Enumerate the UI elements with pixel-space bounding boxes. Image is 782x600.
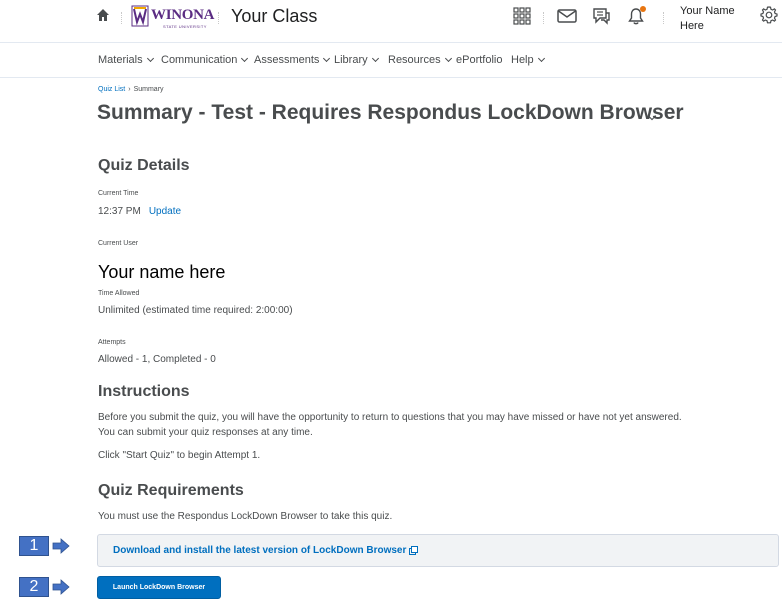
breadcrumb (98, 86, 164, 93)
discussion-icon[interactable] (592, 7, 611, 25)
nav-item-communication[interactable]: Communication (161, 54, 247, 66)
header-divider (218, 12, 219, 24)
time-allowed-value: Unlimited (estimated time required: 2:00:00) (98, 305, 293, 316)
mail-icon[interactable] (557, 9, 577, 23)
nav-item-assessments[interactable]: Assessments (254, 54, 329, 66)
callout-2-badge: 2 (19, 577, 49, 597)
breadcrumb-separator: › (128, 86, 131, 93)
home-icon[interactable] (96, 8, 110, 22)
download-lockdown-link[interactable]: Download and install the latest version of LockDown Browser (113, 545, 418, 556)
quiz-requirements-heading: Quiz Requirements (98, 482, 244, 499)
university-logo[interactable] (131, 5, 215, 29)
header-divider (121, 12, 122, 24)
logo-mark-icon (131, 5, 149, 27)
instructions-heading: Instructions (98, 383, 190, 400)
chevron-down-icon (147, 55, 154, 62)
gear-icon[interactable] (760, 6, 778, 24)
top-header (0, 0, 782, 42)
chevron-down-icon (372, 55, 379, 62)
current-user-value: Your name here (98, 262, 226, 282)
time-allowed-label: Time Allowed (98, 290, 140, 297)
nav-item-materials[interactable]: Materials (98, 54, 153, 66)
update-time-link[interactable]: Update (148, 206, 182, 217)
grid-icon[interactable] (513, 7, 531, 25)
current-user-label: Current User (98, 240, 139, 247)
current-time-row (98, 206, 181, 217)
download-panel (97, 534, 779, 567)
nav-item-help[interactable]: Help (511, 54, 544, 66)
nav-item-eportfolio[interactable]: ePortfolio (456, 54, 503, 66)
attempts-value: Allowed - 1, Completed - 0 (98, 354, 216, 365)
class-title[interactable]: Your Class (231, 6, 318, 26)
nav-item-resources[interactable]: Resources (388, 54, 451, 66)
current-time-value: 12:37 PM (98, 206, 141, 217)
logo-text: WINONA (151, 7, 215, 23)
quiz-details-heading: Quiz Details (98, 157, 190, 174)
callout-arrow-icon (52, 538, 70, 554)
header-divider (663, 12, 664, 24)
chevron-down-icon (538, 55, 545, 62)
current-time-label: Current Time (98, 190, 139, 197)
callout-arrow-icon (52, 579, 70, 595)
nav-item-library[interactable]: Library (334, 54, 378, 66)
attempts-label: Attempts (98, 339, 126, 346)
logo-subtext: STATE UNIVERSITY (163, 24, 207, 29)
header-divider (543, 12, 544, 24)
external-link-icon (409, 546, 418, 555)
requirements-text: You must use the Respondus LockDown Browser to take this quiz. (98, 511, 393, 522)
chevron-down-icon (445, 55, 452, 62)
page-title: Summary - Test - Requires Respondus LockDown Browser (97, 101, 684, 124)
chevron-down-icon (241, 55, 248, 62)
instructions-text: Before you submit the quiz, you will have the opportunity to return to questions that you may have missed or have not yet answered. (98, 412, 682, 423)
notification-badge (640, 6, 646, 12)
chevron-down-icon (323, 55, 330, 62)
breadcrumb-current: Summary (133, 86, 164, 93)
course-navbar (0, 42, 782, 78)
user-menu[interactable]: Your Name Here (680, 5, 735, 32)
instructions-text: Click "Start Quiz" to begin Attempt 1. (98, 450, 261, 461)
instructions-text: You can submit your quiz responses at any time. (98, 427, 313, 438)
launch-lockdown-button[interactable]: Launch LockDown Browser (97, 576, 221, 599)
callout-1-badge: 1 (19, 536, 49, 556)
breadcrumb-quiz-list[interactable]: Quiz List (98, 86, 126, 93)
